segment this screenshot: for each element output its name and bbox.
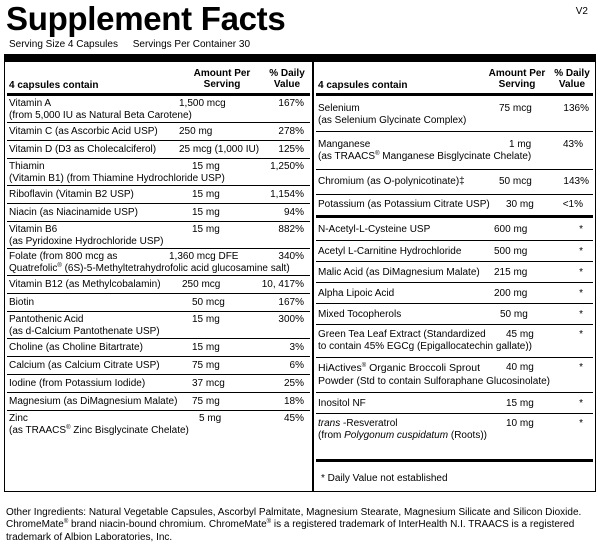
right-column: [316, 62, 593, 444]
version-label: V2: [575, 6, 588, 17]
left-header-dv: % Daily Value: [269, 68, 305, 90]
table-row: Zinc (as TRAACS® Zinc Bisglycinate Chelate) 5 mg 45%: [9, 413, 304, 436]
left-header-name: 4 capsules contain: [9, 80, 99, 91]
table-row: Inositol NF 15 mg *: [316, 393, 593, 414]
serving-size: Serving Size 4 Capsules: [9, 39, 118, 50]
table-row: Vitamin A (from 5,000 IU as Natural Beta Carotene) 1,500 mcg 167%: [7, 96, 310, 123]
table-row: Vitamin C (as Ascorbic Acid USP) 250 mg 278%: [7, 123, 310, 141]
table-row: Biotin 50 mcg 167%: [7, 294, 310, 312]
table-row: Niacin (as Niacinamide USP) 15 mg 94%: [7, 204, 310, 222]
trademark-line: ChromeMate® brand niacin-bound chromium. ChromeMate® is a registered trademark of InterHealth N.I. TRAACS is a registered: [6, 519, 575, 531]
table-row: Riboflavin (Vitamin B2 USP) 15 mg 1,154%: [7, 186, 310, 204]
table-row: Potassium (as Potassium Citrate USP) 30 mg <1%: [316, 195, 593, 218]
table-row: Manganese (as TRAACS® Manganese Bisglycinate Chelate) 1 mg 43%: [316, 132, 593, 170]
other-ingredients: [6, 507, 594, 544]
left-header-amount: Amount Per Serving: [193, 68, 251, 90]
other-ingredients-line: Other Ingredients: Natural Vegetable Capsules, Ascorbyl Palmitate, Magnesium Stearate, Magnesium Silicate and Silicon Dioxide.: [6, 507, 582, 518]
facts-panel: [4, 54, 596, 492]
servings-per-container: Servings Per Container 30: [132, 39, 251, 50]
table-row: Acetyl L-Carnitine Hydrochloride 500 mg *: [316, 241, 593, 262]
footnote: * Daily Value not established: [321, 473, 448, 484]
trademark-line-2: trademark of Albion Laboratories, Inc.: [6, 531, 173, 543]
table-row: Green Tea Leaf Extract (Standardized to contain 45% EGCg (Epigallocatechin gallate)) 45 mg *: [316, 325, 593, 358]
column-divider: [312, 55, 314, 491]
table-row: trans -Resveratrol (from Polygonum cuspidatum (Roots)) 10 mg *: [318, 418, 583, 441]
table-row: Chromium (as O-polynicotinate)‡ 50 mcg 143%: [316, 170, 593, 195]
table-row: Choline (as Choline Bitartrate) 15 mg 3%: [7, 339, 310, 357]
table-row: Vitamin B12 (as Methylcobalamin) 250 mcg 10, 417%: [7, 276, 310, 294]
table-row: N-Acetyl-L-Cysteine USP 600 mg *: [316, 218, 593, 241]
right-header: [316, 62, 593, 96]
table-row: Vitamin B6 (as Pyridoxine Hydrochloride USP) 15 mg 882%: [7, 222, 310, 249]
table-row: Thiamin (Vitamin B1) (from Thiamine Hydrochloride USP) 15 mg 1,250%: [7, 159, 310, 186]
table-row: Mixed Tocopherols 50 mg *: [316, 304, 593, 325]
left-column: [7, 62, 310, 437]
footnote-rule: [316, 459, 593, 462]
table-row: Alpha Lipoic Acid 200 mg *: [316, 283, 593, 304]
right-header-amount: Amount Per Serving: [488, 68, 546, 90]
table-row: Calcium (as Calcium Citrate USP) 75 mg 6%: [7, 357, 310, 375]
left-header: [7, 62, 310, 96]
table-row: Pantothenic Acid (as d-Calcium Pantothenate USP) 15 mg 300%: [7, 312, 310, 339]
page-title: Supplement Facts: [6, 0, 286, 37]
table-row: HiActives® Organic Broccoli Sprout Powder (Std to contain Sulforaphane Glucosinolate) 40 mg *: [316, 358, 593, 393]
top-bar: [5, 55, 595, 62]
table-row: Iodine (from Potassium Iodide) 37 mcg 25%: [7, 375, 310, 393]
table-row: Vitamin D (D3 as Cholecalciferol) 25 mcg (1,000 IU) 125%: [7, 141, 310, 159]
table-row: Folate (from 800 mcg as Quatrefolic® (6S)-5-Methyltetrahydrofolic acid glucosamine salt) 1,360 mcg DFE 340%: [7, 249, 310, 276]
table-row: Selenium (as Selenium Glycinate Complex) 75 mcg 136%: [316, 96, 593, 132]
right-header-name: 4 capsules contain: [318, 80, 408, 91]
serving-info: [9, 39, 262, 50]
table-row: Malic Acid (as DiMagnesium Malate) 215 mg *: [316, 262, 593, 283]
table-row: Magnesium (as DiMagnesium Malate) 75 mg 18%: [7, 393, 310, 411]
right-header-dv: % Daily Value: [554, 68, 590, 90]
